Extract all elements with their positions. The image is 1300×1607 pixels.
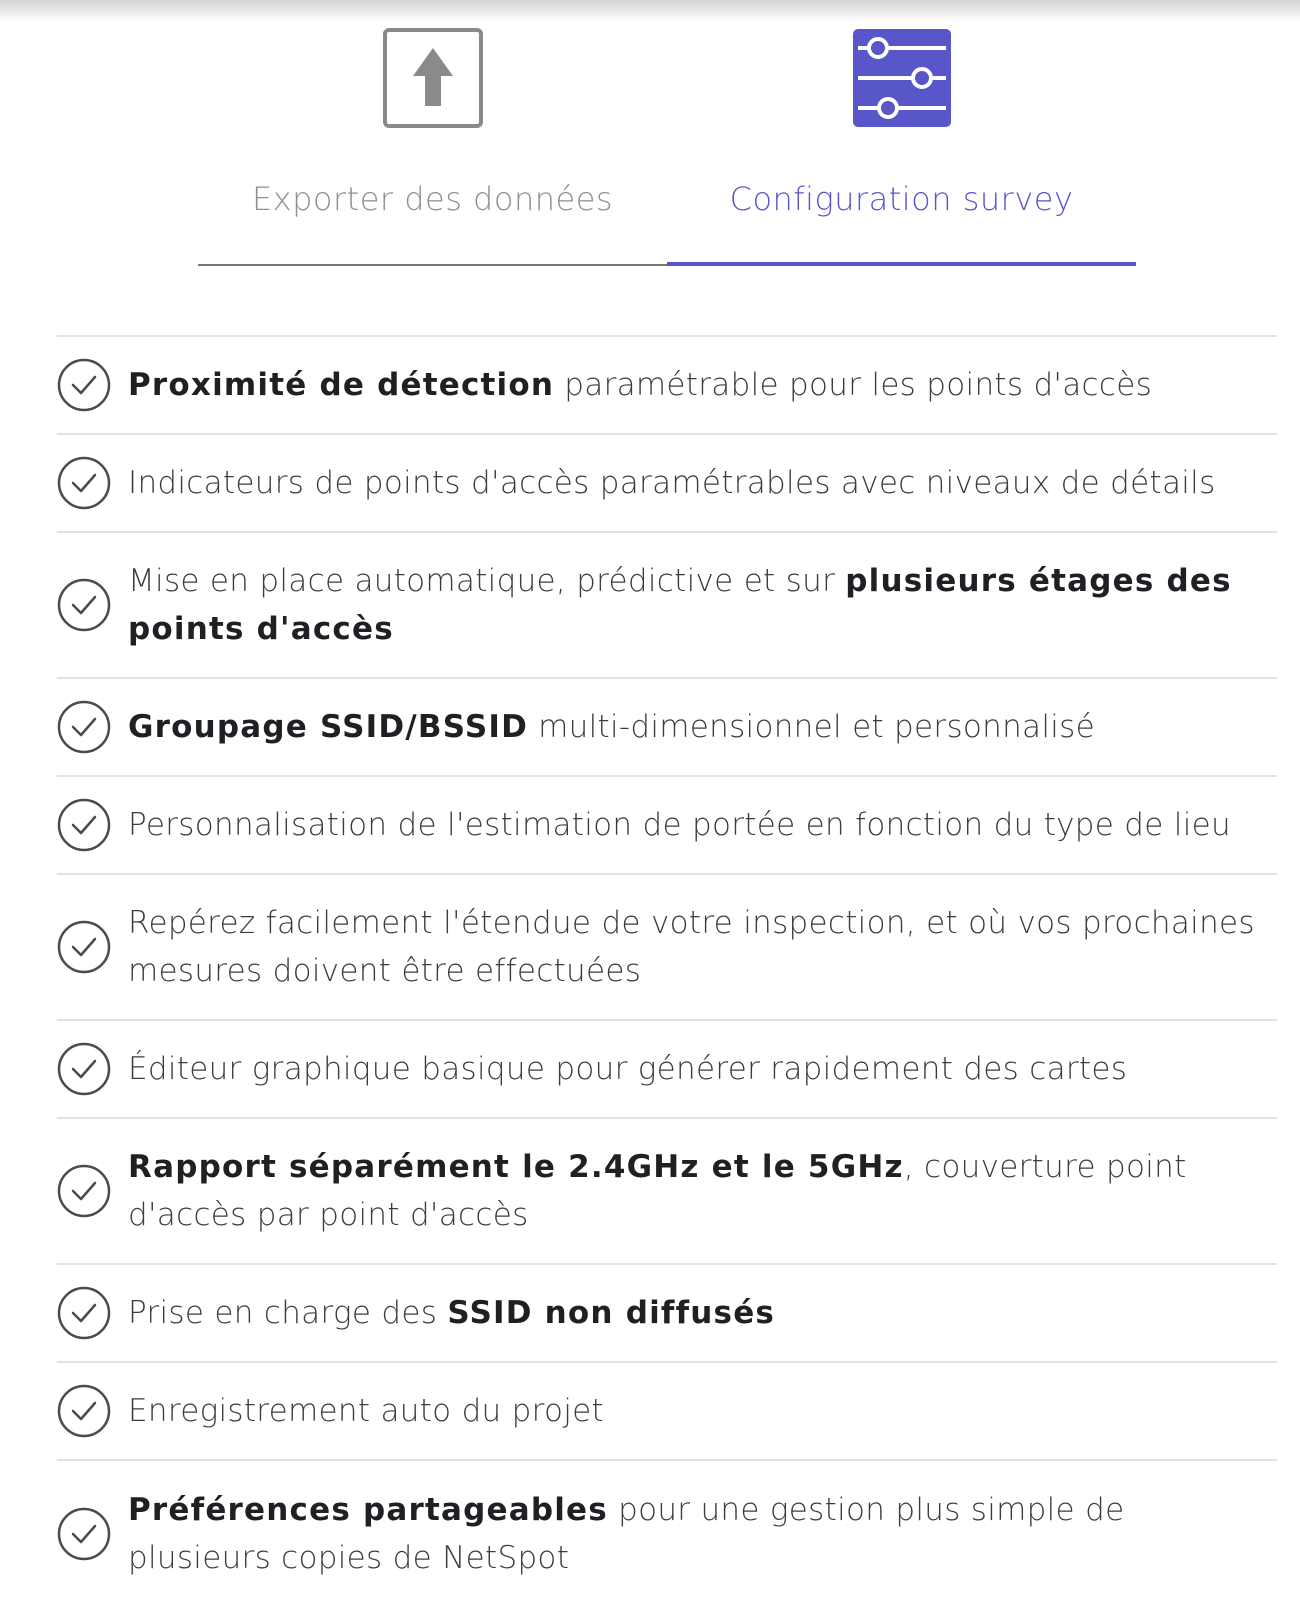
feature-text: Repérez facilement l'étendue de votre inspection, et où vos prochaines mesures doivent être effectuées — [128, 905, 1255, 989]
check-circle-icon — [57, 358, 111, 412]
list-item — [57, 1265, 1277, 1363]
tab-configuration-survey-label: Configuration survey — [729, 180, 1074, 218]
upload-arrow-icon — [383, 28, 483, 130]
top-edge-shadow — [0, 0, 1300, 22]
feature-text: Rapport séparément le 2.4GHz et le 5GHz, couverture point d'accès par point d'accès — [128, 1149, 1187, 1233]
check-circle-icon — [57, 1507, 111, 1561]
feature-text: Personnalisation de l'estimation de portée en fonction du type de lieu — [128, 807, 1231, 843]
check-circle-icon — [57, 578, 111, 632]
list-item — [57, 1461, 1277, 1607]
check-circle-icon — [57, 920, 111, 974]
list-item — [57, 1363, 1277, 1461]
list-item — [57, 1021, 1277, 1119]
check-circle-icon — [57, 700, 111, 754]
list-item — [57, 435, 1277, 533]
list-item — [57, 1119, 1277, 1265]
check-circle-icon — [57, 1384, 111, 1438]
check-circle-icon — [57, 1042, 111, 1096]
list-item — [57, 337, 1277, 435]
check-circle-icon — [57, 456, 111, 510]
feature-text: Éditeur graphique basique pour générer rapidement des cartes — [128, 1051, 1128, 1087]
tab-bar — [198, 28, 1136, 266]
check-circle-icon — [57, 798, 111, 852]
feature-text: Préférences partageables pour une gestion plus simple de plusieurs copies de NetSpot — [128, 1492, 1125, 1576]
tab-export-data[interactable] — [198, 28, 667, 266]
list-item — [57, 875, 1277, 1021]
feature-text: Proximité de détection paramétrable pour les points d'accès — [128, 367, 1153, 403]
feature-text: Groupage SSID/BSSID multi-dimensionnel et personnalisé — [128, 709, 1096, 745]
sliders-icon — [852, 28, 952, 130]
tab-export-data-label: Exporter des données — [251, 180, 614, 218]
feature-text: Enregistrement auto du projet — [128, 1393, 605, 1429]
check-circle-icon — [57, 1164, 111, 1218]
feature-list — [57, 335, 1277, 1607]
tab-configuration-survey[interactable] — [667, 28, 1136, 266]
list-item — [57, 777, 1277, 875]
check-circle-icon — [57, 1286, 111, 1340]
feature-text: Indicateurs de points d'accès paramétrables avec niveaux de détails — [128, 465, 1216, 501]
feature-text: Mise en place automatique, prédictive et sur plusieurs étages des points d'accès — [128, 563, 1232, 647]
list-item — [57, 533, 1277, 679]
feature-text: Prise en charge des SSID non diffusés — [128, 1295, 776, 1331]
list-item — [57, 679, 1277, 777]
